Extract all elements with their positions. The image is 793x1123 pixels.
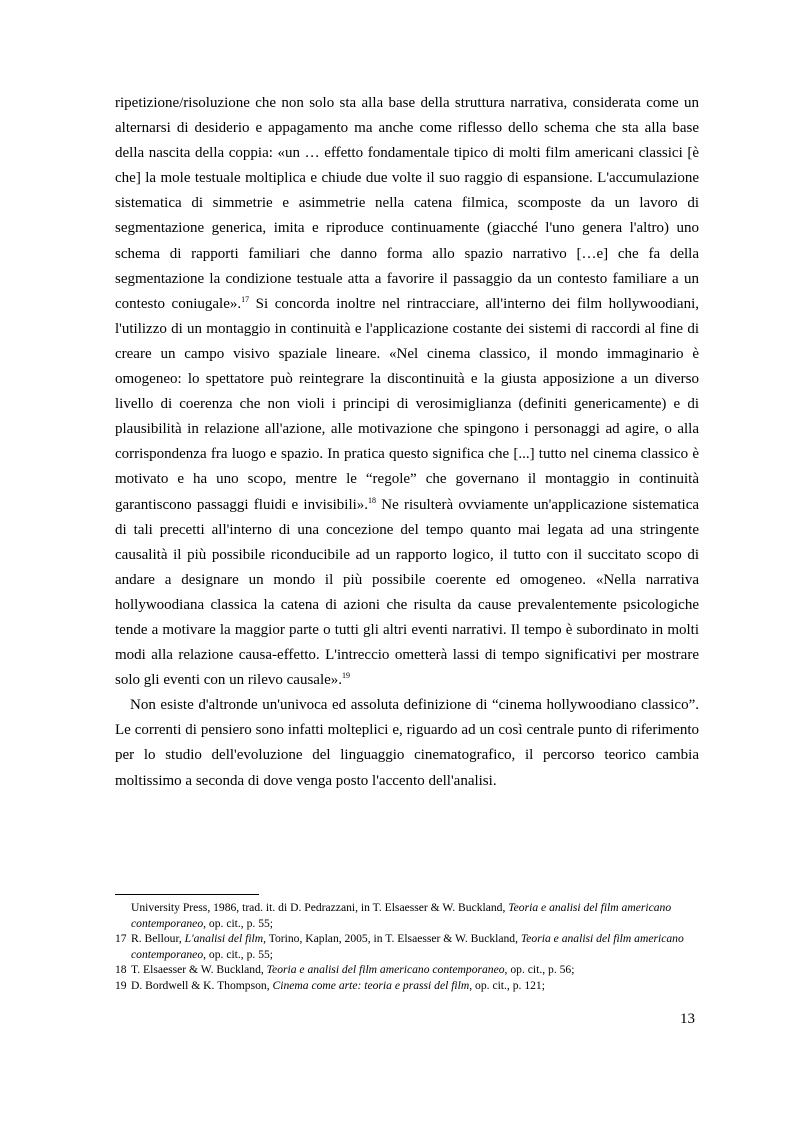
footnotes (115, 900, 699, 994)
page-number: 13 (680, 1011, 695, 1027)
footnote-18: 18 T. Elsaesser & W. Buckland, Teoria e analisi del film americano contemporaneo, op. cit., p. 56; (115, 963, 575, 977)
footnote-number: 18 (115, 963, 127, 977)
footnote-number: 19 (115, 978, 127, 992)
footnote-separator (115, 894, 259, 895)
footnote-ref-19[interactable]: 19 (342, 671, 351, 681)
footnote-17: 17 R. Bellour, L'analisi del film, Torino, Kaplan, 2005, in T. Elsaesser & W. Buckland, Teoria e analisi del film americano contemporaneo, op. cit., p. 55; (115, 932, 684, 961)
paragraph-2: Non esiste d'altronde un'univoca ed assoluta definizione di “cinema hollywoodiano classico”. Le correnti di pensiero sono infatti molteplici e, riguardo ad un così centrale punto di riferimento per lo studio dell'evoluzione del linguaggio cinematografico, il percorso teorico cambia moltissimo a seconda di dove venga posto l'accento dell'analisi. (115, 697, 699, 789)
footnote-ref-18[interactable]: 18 (368, 495, 377, 505)
footnote-number: 17 (115, 932, 127, 946)
paragraph-1 (115, 91, 699, 693)
paragraph-1-part-a: ripetizione/risoluzione che non solo sta alla base della struttura narrativa, considerata come un alternarsi di desiderio e appagamento ma anche come riflesso dello schema che sta alla base della nascita della coppia: «un … effetto fondamentale tipico di molti film americani classici [è che] la mole testuale moltiplica e chiude due volte il suo raggio di espansione. L'accumulazione sistematica di simmetrie e asimmetrie nella catena filmica, scomposte da un lavoro di segmentazione generica, imita e riproduce continuamente (giacché l'uno genera l'altro) uno schema di rapporti familiari che danno forma allo spazio narrativo […e] che fa della segmentazione la condizione testuale atta a favorire il passaggio da un contesto familiare a un contesto coniugale». (115, 95, 699, 312)
paragraph-1-part-b: Si concorda inoltre nel rintracciare, all'interno dei film hollywoodiani, l'utilizzo di un montaggio in continuità e l'applicazione costante dei sistemi di raccordi al fine di creare un campo visivo spaziale lineare. «Nel cinema classico, il mondo immaginario è omogeneo: lo spettatore può reintegrare la discontinuità e la giusta apposizione a un diverso livello di coerenza che non violi i principi di verosimiglianza (definiti genericamente) e di plausibilità in relazione all'azione, alle motivazione che spingono i personaggi ad agire, o alla corrispondenza fra luogo e spazio. In pratica questo significa che [...] tutto nel cinema classico è motivato e ha uno scopo, mentre le “regole” che governano il montaggio in continuità garantiscono passaggi fluidi e invisibili». (115, 295, 700, 513)
footnote-continuation: University Press, 1986, trad. it. di D. Pedrazzani, in T. Elsaesser & W. Buckland, Teoria e analisi del film americano contemporaneo, op. cit., p. 55; (131, 901, 672, 930)
footnote-ref-17[interactable]: 17 (241, 294, 250, 304)
footnote-19: 19 D. Bordwell & K. Thompson, Cinema come arte: teoria e prassi del film, op. cit., p. 121; (115, 978, 545, 992)
body-text (115, 91, 699, 794)
paragraph-1-part-c: Ne risulterà ovviamente un'applicazione sistematica di tali precetti all'interno di una concezione del tempo quanto mai legata ad una stringente causalità il più possibile riconducibile ad un rapporto logico, il tutto con il succitato scopo di andare a designare un mondo il più possibile coerente ed omogeneo. «Nella narrativa hollywoodiana classica la catena di azioni che risulta da cause prevalentemente psicologiche tende a motivare la maggior parte o tutti gli altri eventi narrativi. Il tempo è subordinato in molti modi alla relazione causa-effetto. L'intreccio ometterà lassi di tempo significativi per mostrare solo gli eventi con un rilevo causale». (115, 496, 700, 689)
